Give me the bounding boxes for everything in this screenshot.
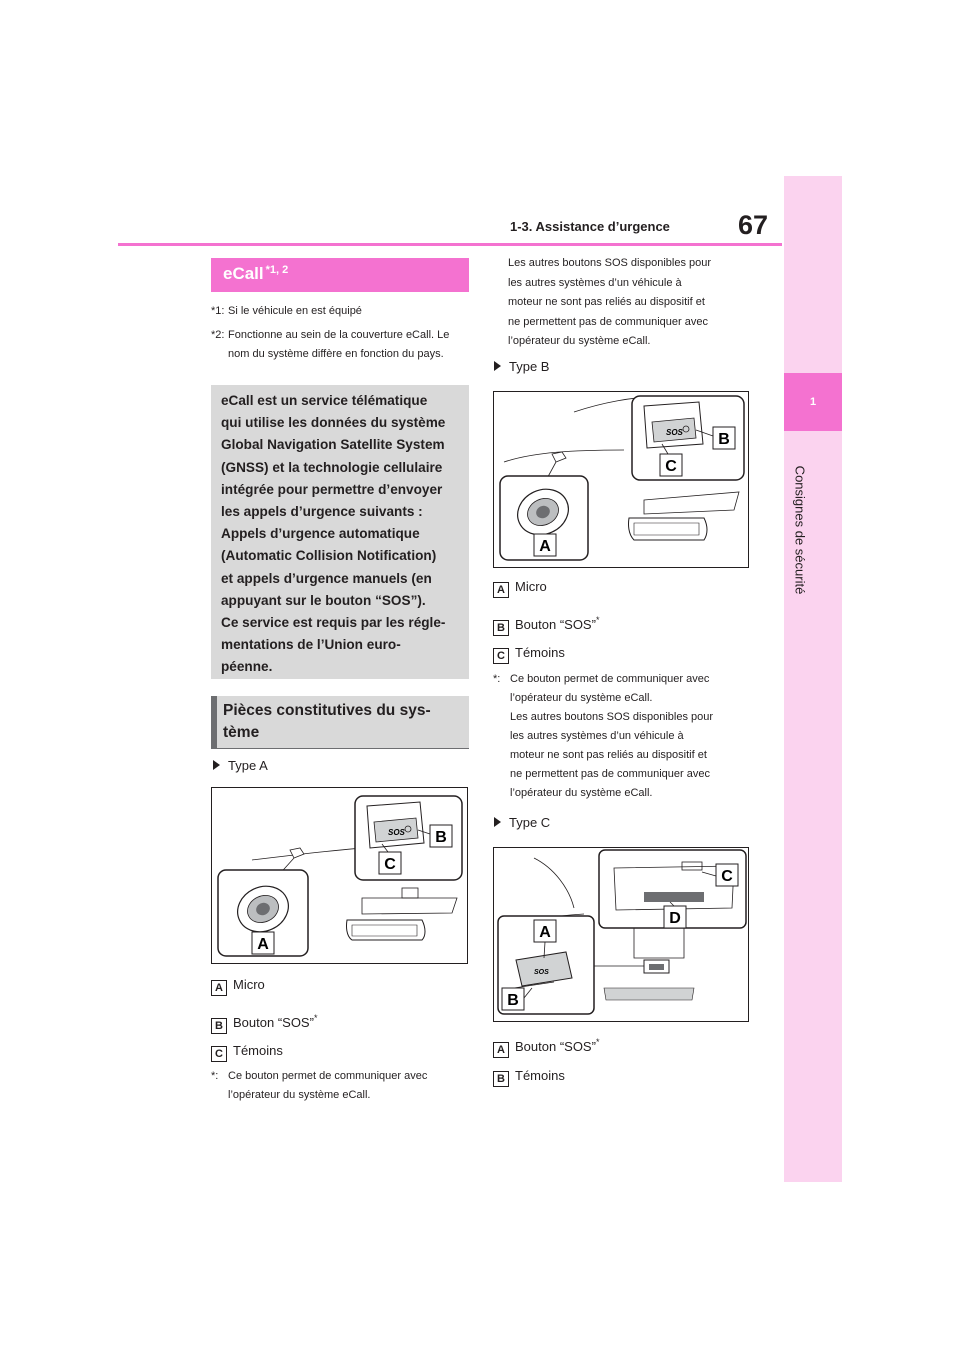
note-marker: *:: [211, 1070, 219, 1082]
footnote-text: Fonctionne au sein de la couverture eCall. Le nom du système diffère en fonction du pays.: [228, 329, 450, 360]
intro-line: les appels d’urgence suivants :: [221, 504, 423, 520]
section-title: 1-3. Assistance d’urgence: [510, 219, 670, 234]
type-a-note: [211, 1067, 469, 1105]
figure-type-c: [493, 847, 749, 1022]
item-sup: *: [595, 615, 600, 625]
side-tab-strip: [784, 176, 842, 1182]
ecall-heading: [211, 258, 469, 292]
type-c-item-b: [493, 1067, 565, 1087]
intro-line: (Automatic Collision Notification): [221, 548, 437, 564]
item-key-box: C: [493, 648, 509, 664]
type-a-label-text: Type A: [228, 758, 268, 773]
note-marker: *:: [493, 673, 501, 685]
note-line: moteur ne sont pas reliés au dispositif et: [508, 296, 705, 308]
item-label: Témoins: [515, 1068, 565, 1083]
note-line: ne permettent pas de communiquer avec: [510, 768, 710, 780]
note-line: Ce bouton permet de communiquer avec: [510, 673, 710, 685]
ecall-intro-box: [211, 385, 469, 679]
callout-c: C: [721, 868, 733, 885]
ecall-heading-sup: *1, 2: [265, 264, 289, 276]
intro-line: péenne.: [221, 659, 273, 675]
chapter-number-tab: 1: [784, 373, 842, 431]
page-number: 67: [738, 210, 769, 240]
intro-line: qui utilise les données du système: [221, 415, 446, 431]
continued-note: [508, 254, 770, 352]
intro-line: appuyant sur le bouton “SOS”).: [221, 592, 426, 608]
note-line: ne permettent pas de communiquer avec: [508, 315, 708, 328]
note-line: les autres systèmes d’un véhicule à: [510, 730, 684, 742]
type-a-item-c: [211, 1042, 283, 1062]
note-line: moteur ne sont pas reliés au dispositif et: [510, 749, 707, 761]
callout-b: B: [507, 992, 519, 1009]
components-heading-line: tème: [223, 724, 260, 741]
chapter-label-text: Consignes de sécurité: [792, 465, 808, 595]
sos-label: SOS: [534, 969, 549, 976]
intro-line: Global Navigation Satellite System: [221, 437, 445, 453]
footnote-marker: *1:: [211, 305, 225, 317]
type-c-label-text: Type C: [509, 815, 551, 830]
item-key-box: A: [493, 1042, 509, 1058]
item-label: Micro: [515, 579, 547, 594]
footnote-2: [211, 326, 469, 364]
intro-line: eCall est un service télématique: [221, 393, 428, 408]
note-line: l’opérateur du système eCall.: [510, 692, 653, 704]
callout-a: A: [539, 924, 551, 941]
type-b-item-a: [493, 578, 547, 598]
item-label: Témoins: [233, 1043, 283, 1058]
intro-line: (GNSS) et la technologie cellulaire: [221, 459, 443, 475]
type-b-item-c: [493, 644, 565, 664]
ecall-heading-text: eCall: [223, 264, 264, 283]
intro-line: et appels d’urgence manuels (en: [221, 570, 432, 586]
triangle-bullet-icon: [494, 817, 501, 827]
intro-line: intégrée pour permettre d’envoyer: [221, 481, 443, 497]
note-line: l’opérateur du système eCall.: [508, 335, 651, 347]
intro-line: Appels d’urgence automatique: [221, 526, 420, 542]
note-line: Les autres boutons SOS disponibles pour: [508, 257, 712, 269]
type-b-item-b: [493, 611, 599, 636]
intro-line: mentations de l’Union euro-: [221, 637, 401, 653]
callout-a: A: [257, 936, 269, 953]
triangle-bullet-icon: [494, 361, 501, 371]
item-label: Bouton “SOS”: [515, 1039, 596, 1054]
callout-d: D: [669, 910, 681, 927]
item-key-box: B: [493, 620, 509, 636]
type-c-item-a: [493, 1033, 599, 1058]
footnote-text: Si le véhicule en est équipé: [228, 305, 362, 317]
type-b-note: [493, 670, 763, 803]
item-label: Bouton “SOS”: [515, 617, 596, 632]
type-a-item-b: [211, 1009, 317, 1034]
item-key-box: C: [211, 1046, 227, 1062]
note-line: Ce bouton permet de communiquer avec: [228, 1070, 428, 1082]
callout-b: B: [718, 431, 730, 448]
header-rule: [118, 243, 782, 246]
figure-type-b: [493, 391, 749, 568]
type-a-label: [213, 758, 268, 773]
callout-c: C: [384, 856, 396, 873]
item-key-box: B: [211, 1018, 227, 1034]
item-label: Micro: [233, 977, 265, 992]
components-heading: [211, 696, 469, 748]
type-b-label-text: Type B: [509, 359, 550, 374]
type-c-label: [494, 815, 550, 830]
item-key-box: A: [493, 582, 509, 598]
triangle-bullet-icon: [213, 760, 220, 770]
footnote-1: [211, 302, 469, 321]
item-sup: *: [313, 1013, 318, 1023]
sos-label: SOS: [666, 428, 683, 437]
item-sup: *: [595, 1037, 600, 1047]
type-b-label: [494, 359, 549, 374]
figure-type-a: [211, 787, 468, 964]
callout-a: A: [539, 538, 551, 555]
chapter-label: [770, 445, 830, 615]
note-line: les autres systèmes d’un véhicule à: [508, 276, 682, 289]
footnote-marker: *2:: [211, 329, 225, 341]
heading-bar: [211, 696, 217, 748]
item-key-box: A: [211, 980, 227, 996]
item-key-box: B: [493, 1071, 509, 1087]
item-label: Témoins: [515, 645, 565, 660]
sos-label: SOS: [388, 828, 405, 837]
intro-line: Ce service est requis par les régle-: [221, 615, 446, 631]
callout-b: B: [435, 829, 447, 846]
note-line: l’opérateur du système eCall.: [510, 787, 653, 799]
item-label: Bouton “SOS”: [233, 1015, 314, 1030]
type-a-item-a: [211, 976, 265, 996]
components-heading-line: Pièces constitutives du sys-: [223, 702, 431, 719]
note-line: l’opérateur du système eCall.: [228, 1089, 371, 1101]
callout-c: C: [665, 458, 677, 475]
heading-underline: [211, 748, 469, 749]
note-line: Les autres boutons SOS disponibles pour: [510, 711, 714, 723]
